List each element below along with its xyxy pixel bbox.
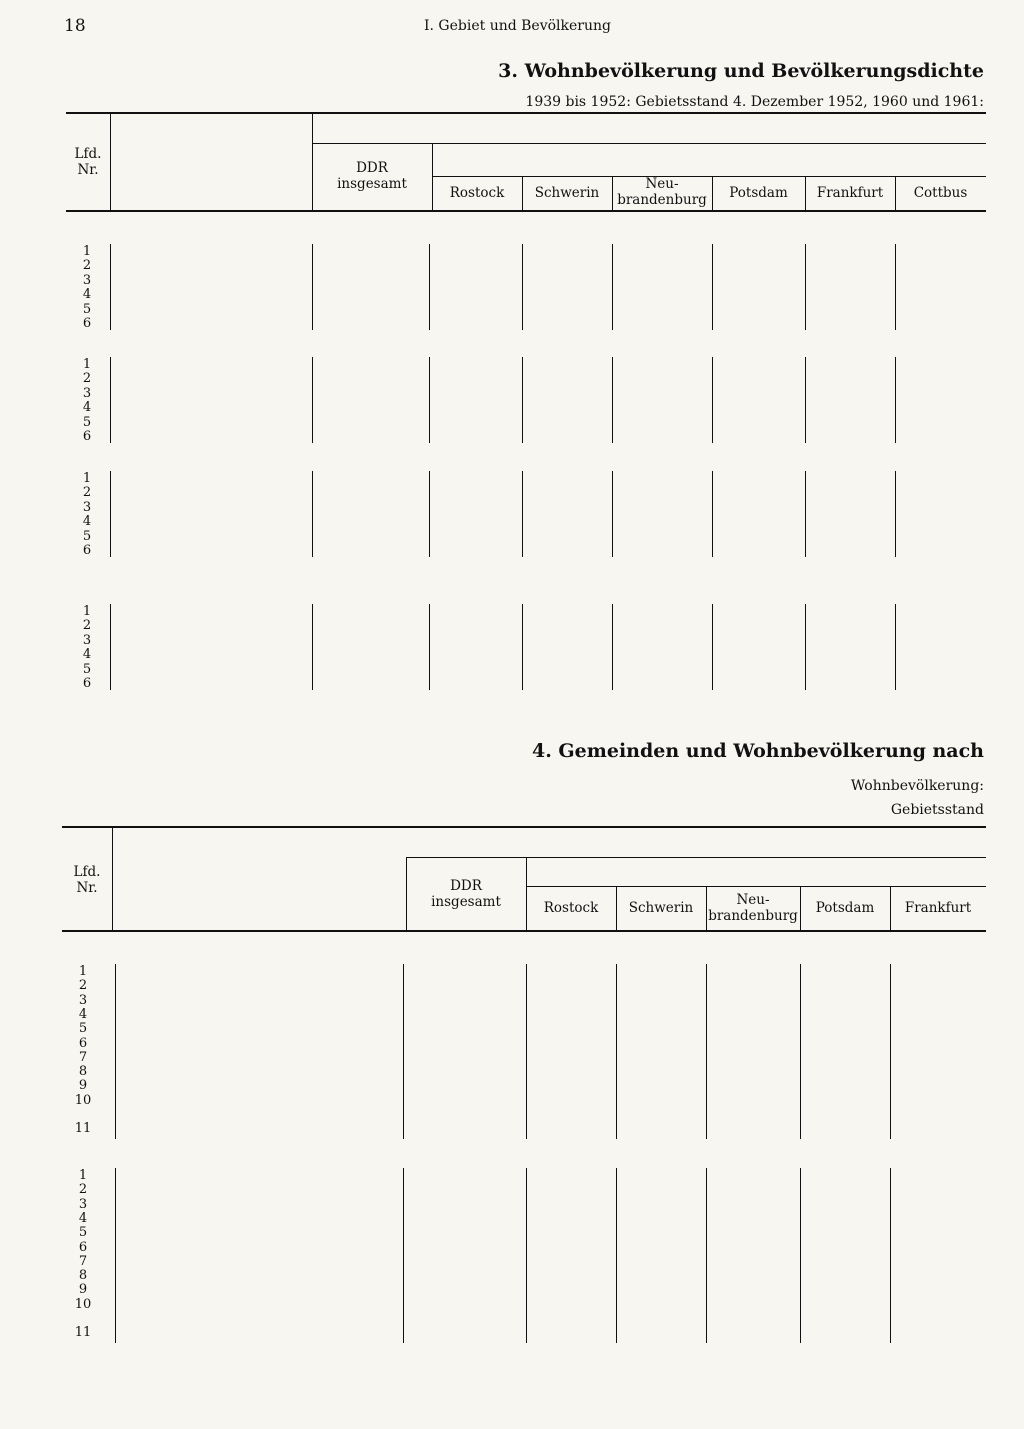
table4-row-number: 1 [78,1168,88,1183]
table4-title: 4. Gemeinden und Wohnbevölkerung nach [531,740,984,762]
table3-row-number: 4 [82,400,92,416]
table3-row-number: 1 [82,357,92,372]
table4-header-vline [112,828,113,930]
table3-row-number: 1 [82,471,92,486]
table3-row-number: 3 [82,499,92,515]
table4-header-vline [526,857,527,930]
table3-row-number: 6 [82,543,92,558]
table3-header-ddr: DDR insgesamt [337,160,407,192]
table4-header-bottom-rule [62,930,986,932]
table3-data-vline [110,471,111,557]
table3-row-number: 6 [82,429,92,444]
table3-data-vline [712,357,713,443]
table3-row-number: 2 [82,371,92,387]
table3-data-vline [712,604,713,690]
table3-data-vline [110,604,111,690]
table4-row-number: 7 [78,1049,88,1065]
table3-data-vline [612,471,613,557]
table3-data-vline [522,471,523,557]
table4-row-number: 11 [74,1121,92,1136]
table3-header-district: Neu- brandenburg [617,176,707,208]
table3-header-lfd-nr: Lfd. Nr. [74,146,102,178]
table4-row-number: 4 [78,1006,88,1022]
table4-row-number: 5 [78,1225,88,1241]
table3-data-vline [612,604,613,690]
table4-data-vline [115,964,116,1139]
table3-data-vline [612,244,613,330]
table3-data-vline [429,244,430,330]
table3-row-number: 2 [82,618,92,634]
table3-subtitle: 1939 bis 1952: Gebietsstand 4. Dezember 1952, 1960 und 1961: [525,94,984,110]
table3-data-vline [312,604,313,690]
table3-data-vline [522,604,523,690]
table3-data-vline [110,244,111,330]
table3-row-number: 4 [82,514,92,530]
table4-data-vline [115,1168,116,1343]
table3-header-district: Frankfurt [816,185,884,201]
table3-header-bottom-rule [66,210,986,212]
table3-row-number: 5 [82,414,92,430]
table4-row-number: 3 [78,1196,88,1212]
table3-row-number: 5 [82,528,92,544]
table3-header-rule-wohn [312,143,986,144]
table4-top-rule [62,826,986,828]
table3-header-district: Cottbus [913,185,968,201]
table4-data-vline [706,964,707,1139]
table4-row-number: 3 [78,992,88,1008]
table4-data-vline [890,964,891,1139]
table4-data-vline [403,964,404,1139]
table3-row-number: 4 [82,287,92,303]
table3-data-vline [895,471,896,557]
page-number: 18 [64,16,86,36]
table3-data-vline [522,244,523,330]
table3-row-number: 3 [82,385,92,401]
table4-header-district: Rostock [543,900,599,916]
table4-header-district: Neu- brandenburg [708,892,798,924]
table4-header-district: Schwerin [628,900,694,916]
table4-header-district: Potsdam [815,900,875,916]
table3-data-vline [805,357,806,443]
table4-data-vline [526,964,527,1139]
table4-row-number: 2 [78,1182,88,1198]
table3-row-number: 4 [82,647,92,663]
table4-data-vline [706,1168,707,1343]
table3-row-number: 3 [82,632,92,648]
table4-header-ddr: DDR insgesamt [431,878,501,910]
table4-row-number: 9 [78,1282,88,1298]
table4-row-number: 11 [74,1325,92,1340]
table4-row-number: 8 [78,1268,88,1284]
table4-row-number: 4 [78,1210,88,1226]
table4-data-vline [800,964,801,1139]
table3-data-vline [312,471,313,557]
table3-row-number: 5 [82,301,92,317]
table3-header-district: Rostock [449,185,505,201]
table4-header-district: Frankfurt [904,900,972,916]
table4-data-vline [890,1168,891,1343]
table4-row-number: 10 [74,1092,92,1108]
table4-subtitle-2: Gebietsstand [890,802,984,818]
table3-data-vline [429,357,430,443]
table3-header-vline [110,114,111,210]
table3-row-number: 1 [82,244,92,259]
table3-data-vline [312,244,313,330]
table3-row-number: 2 [82,485,92,501]
table3-data-vline [805,471,806,557]
table4-row-number: 6 [78,1239,88,1255]
table3-row-number: 5 [82,661,92,677]
table4-row-number: 5 [78,1021,88,1037]
table3-data-vline [429,604,430,690]
table3-data-vline [895,244,896,330]
table3-data-vline [612,357,613,443]
running-head: I. Gebiet und Bevölkerung [424,18,611,34]
table4-row-number: 2 [78,978,88,994]
table3-row-number: 2 [82,258,92,274]
table4-data-vline [800,1168,801,1343]
table4-data-vline [403,1168,404,1343]
table4-row-number: 1 [78,964,88,979]
table4-row-number: 9 [78,1078,88,1094]
table4-row-number: 10 [74,1296,92,1312]
table3-data-vline [522,357,523,443]
table3-row-number: 3 [82,272,92,288]
table3-data-vline [895,357,896,443]
table4-header-rule-nach [526,886,986,887]
table3-title: 3. Wohnbevölkerung und Bevölkerungsdichte [498,60,984,82]
table4-data-vline [616,1168,617,1343]
table4-data-vline [526,1168,527,1343]
table4-data-vline [616,964,617,1139]
table4-subtitle-1: Wohnbevölkerung: [850,778,984,794]
table4-row-number: 8 [78,1064,88,1080]
table3-row-number: 6 [82,676,92,691]
table3-row-number: 1 [82,604,92,619]
table3-data-vline [110,357,111,443]
table4-row-number: 6 [78,1035,88,1051]
table3-top-rule [66,112,986,114]
table3-data-vline [312,357,313,443]
table3-header-district: Schwerin [534,185,600,201]
table3-data-vline [712,244,713,330]
table3-data-vline [429,471,430,557]
table3-data-vline [712,471,713,557]
table3-data-vline [895,604,896,690]
table3-data-vline [805,604,806,690]
table4-row-number: 7 [78,1253,88,1269]
table3-data-vline [805,244,806,330]
table3-header-district: Potsdam [729,185,788,201]
table3-row-number: 6 [82,316,92,331]
table4-header-rule-gem [406,857,986,858]
table4-header-lfd-nr: Lfd. Nr. [73,864,101,896]
